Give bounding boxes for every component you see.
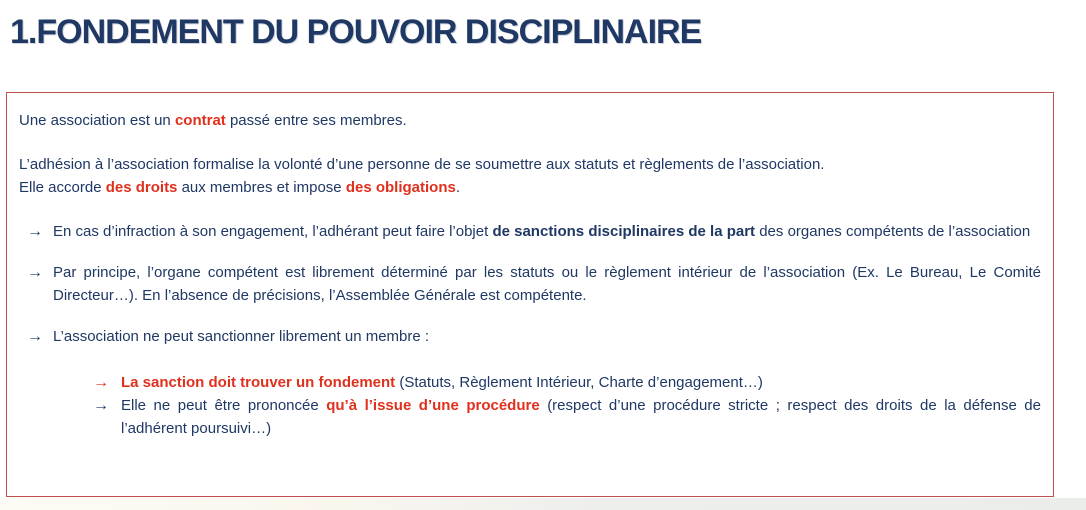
sub-bullet-item-2 bbox=[93, 394, 1043, 440]
highlighted-text: des droits bbox=[105, 179, 178, 196]
arrow-bullet-icon: → bbox=[27, 223, 43, 240]
bullet-list bbox=[15, 220, 1043, 348]
body-text: Par principe, l’organe compétent est librement déterminé par les statuts ou le règlement intérieur de l’association (Ex. Le Bureau, Le Comité Directeur…). En l’absence de précisions, l’Assemblée Générale est compétente. bbox=[53, 264, 1041, 304]
body-text: des organes compétents de l’association bbox=[755, 223, 1031, 240]
body-text: (respect d’une procédure stricte ; respect des droits de la défense de l’adhérent poursuivi…) bbox=[121, 397, 1041, 437]
body-text: . bbox=[455, 179, 460, 196]
arrow-bullet-icon: → bbox=[27, 264, 43, 281]
sub-bullet-item-1 bbox=[93, 371, 1043, 394]
intro-paragraph-1 bbox=[19, 109, 1043, 132]
highlighted-text: qu’à l’issue d’une procédure bbox=[326, 397, 540, 414]
intro-section bbox=[15, 109, 1043, 199]
body-text: En cas d’infraction à son engagement, l’adhérant peut faire l’objet bbox=[53, 223, 493, 240]
intro-paragraph-3 bbox=[19, 176, 1043, 199]
bullet-item-1 bbox=[15, 220, 1043, 243]
slide-title: 1.FONDEMENT DU POUVOIR DISCIPLINAIRE bbox=[10, 13, 702, 51]
arrow-bullet-icon: → bbox=[93, 397, 109, 414]
bullet-text bbox=[53, 220, 1043, 243]
bullet-text bbox=[53, 261, 1043, 307]
highlighted-text: de sanctions disciplinaires de la part bbox=[492, 223, 756, 240]
content-box bbox=[6, 92, 1054, 497]
body-text: L’association ne peut sanctionner librement un membre : bbox=[53, 328, 430, 345]
sub-bullet-text bbox=[121, 394, 1043, 440]
body-text: Elle accorde bbox=[19, 179, 106, 196]
highlighted-text: La sanction doit trouver un fondement bbox=[121, 374, 396, 391]
bullet-item-3 bbox=[15, 325, 1043, 348]
body-text: L’adhésion à l’association formalise la volonté d’une personne de se soumettre aux statuts et règlements de l’association. bbox=[19, 156, 825, 173]
sub-bullet-list bbox=[93, 371, 1043, 440]
bullet-text bbox=[53, 325, 1043, 348]
highlighted-text: des obligations bbox=[345, 179, 456, 196]
intro-paragraph-2 bbox=[19, 153, 1043, 176]
body-text: aux membres et impose bbox=[177, 179, 346, 196]
highlighted-text: contrat bbox=[174, 112, 226, 129]
arrow-bullet-icon: → bbox=[27, 328, 43, 345]
bottom-gradient bbox=[0, 498, 1086, 510]
body-text: (Statuts, Règlement Intérieur, Charte d’engagement…) bbox=[395, 374, 763, 391]
body-text: passé entre ses membres. bbox=[225, 112, 407, 129]
bullet-item-2 bbox=[15, 261, 1043, 307]
sub-bullet-text bbox=[121, 371, 1043, 394]
arrow-bullet-icon: → bbox=[93, 374, 109, 391]
body-text: Elle ne peut être prononcée bbox=[121, 397, 327, 414]
body-text: Une association est un bbox=[19, 112, 175, 129]
